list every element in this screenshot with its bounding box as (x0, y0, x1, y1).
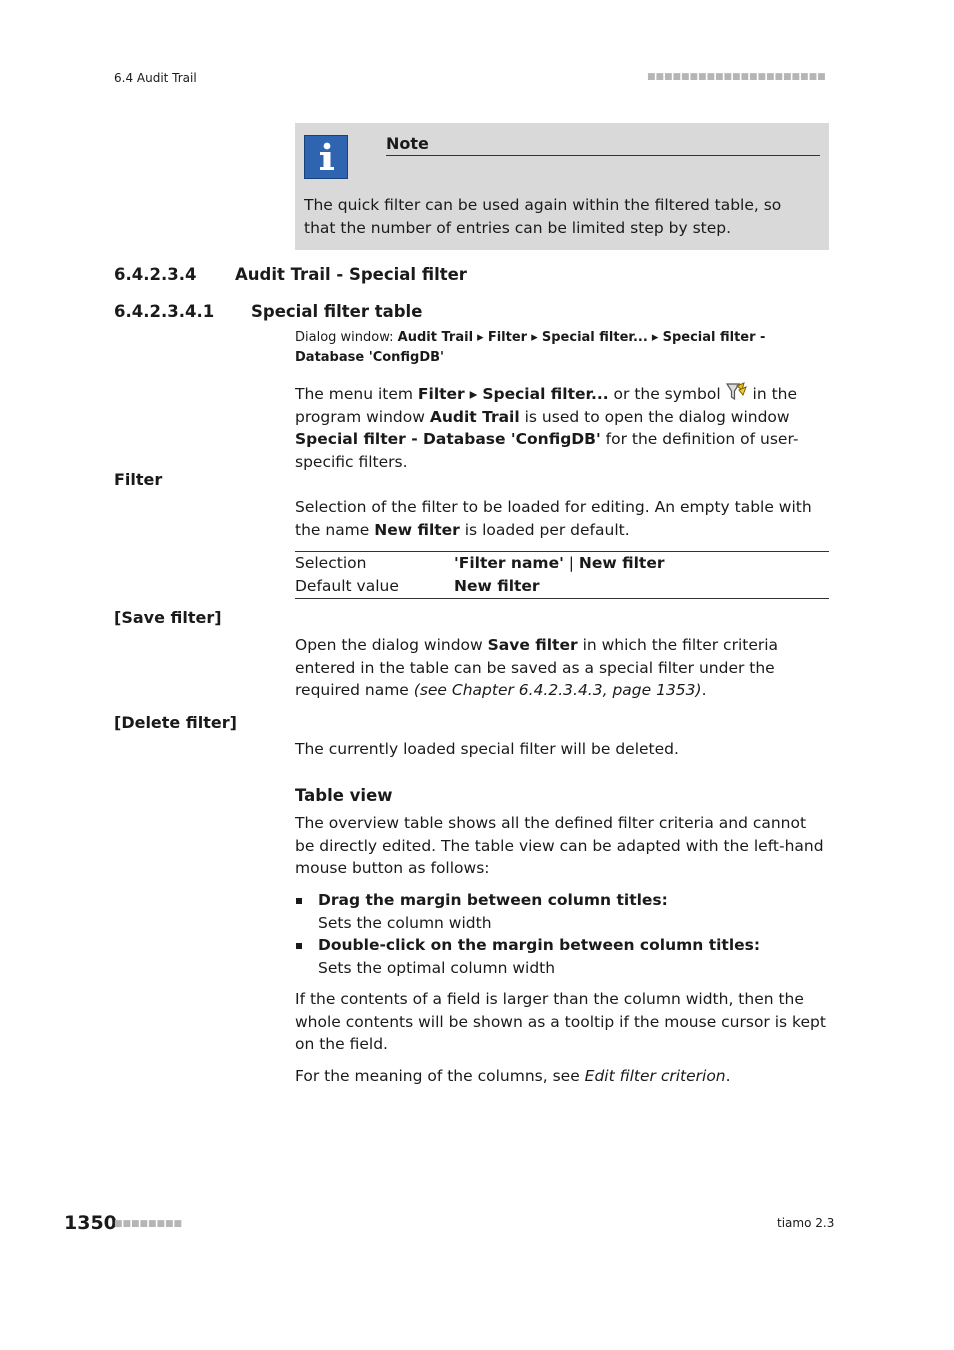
subsection-number: 6.4.2.3.4.1 (114, 302, 215, 321)
columns-reference-paragraph: For the meaning of the columns, see Edit filter criterion. (295, 1067, 731, 1085)
intro-paragraph: The menu item Filter ▸ Special filter... or the symbol in the program window Audit Trail is used to open the dialog window Special filter - Database 'ConfigDB' for the definition of user-specific filters. (295, 382, 829, 473)
info-icon (304, 135, 348, 179)
note-box (295, 123, 829, 250)
special-filter-icon (726, 382, 748, 402)
bullet-list (295, 889, 829, 979)
selection-label: Selection (295, 554, 367, 572)
save-filter-description: Open the dialog window Save filter in which the filter criteria entered in the table can be saved as a special filter under the required name (see Chapter 6.4.2.3.4.3, page 1353). (295, 636, 779, 699)
list-item: Double-click on the margin between column titles: Sets the optimal column width (295, 934, 829, 979)
section-number: 6.4.2.3.4 (114, 265, 197, 284)
table-view-heading: Table view (295, 786, 393, 805)
page-number: 1350 (64, 1212, 117, 1234)
filter-parameter-table (295, 551, 829, 599)
header-dots: ■■■■■■■■■■■■■■■■■■■■■ (647, 72, 826, 82)
footer-dots: ■■■■■■■■ (114, 1219, 183, 1229)
default-label: Default value (295, 577, 399, 595)
filter-term: Filter (114, 470, 163, 489)
section-title: Audit Trail - Special filter (235, 265, 467, 284)
chapter-reference-link[interactable]: (see Chapter 6.4.2.3.4.3, page 1353) (413, 681, 702, 699)
default-value: New filter (454, 577, 540, 595)
note-text: The quick filter can be used again within the filtered table, so that the number of entries can be limited step by step. (304, 196, 782, 237)
table-view-paragraph: The overview table shows all the defined filter criteria and cannot be directly edited. The table view can be adapted with the left-hand mouse button as follows: (295, 814, 824, 877)
dialog-path: Dialog window: Audit Trail ▸ Filter ▸ Special filter... ▸ Special filter - Database 'ConfigDB' (295, 330, 766, 365)
tooltip-paragraph: If the contents of a field is larger than the column width, then the whole contents will be shown as a tooltip if the mouse cursor is kept on the field. (295, 990, 826, 1053)
product-name: tiamo 2.3 (777, 1216, 835, 1230)
list-item: Drag the margin between column titles: Sets the column width (295, 889, 829, 934)
selection-values: 'Filter name' | New filter (454, 554, 665, 572)
header-section: 6.4 Audit Trail (114, 71, 197, 85)
delete-filter-term: [Delete filter] (114, 713, 237, 732)
default-value-row (295, 575, 829, 598)
selection-row (295, 552, 829, 575)
subsection-title: Special filter table (251, 302, 423, 321)
save-filter-term: [Save filter] (114, 608, 222, 627)
delete-filter-description: The currently loaded special filter will be deleted. (295, 740, 679, 758)
filter-description: Selection of the filter to be loaded for editing. An empty table with the name New filter is loaded per default. (295, 498, 812, 539)
edit-filter-criterion-link[interactable]: Edit filter criterion (584, 1067, 726, 1085)
note-title: Note (386, 134, 820, 156)
